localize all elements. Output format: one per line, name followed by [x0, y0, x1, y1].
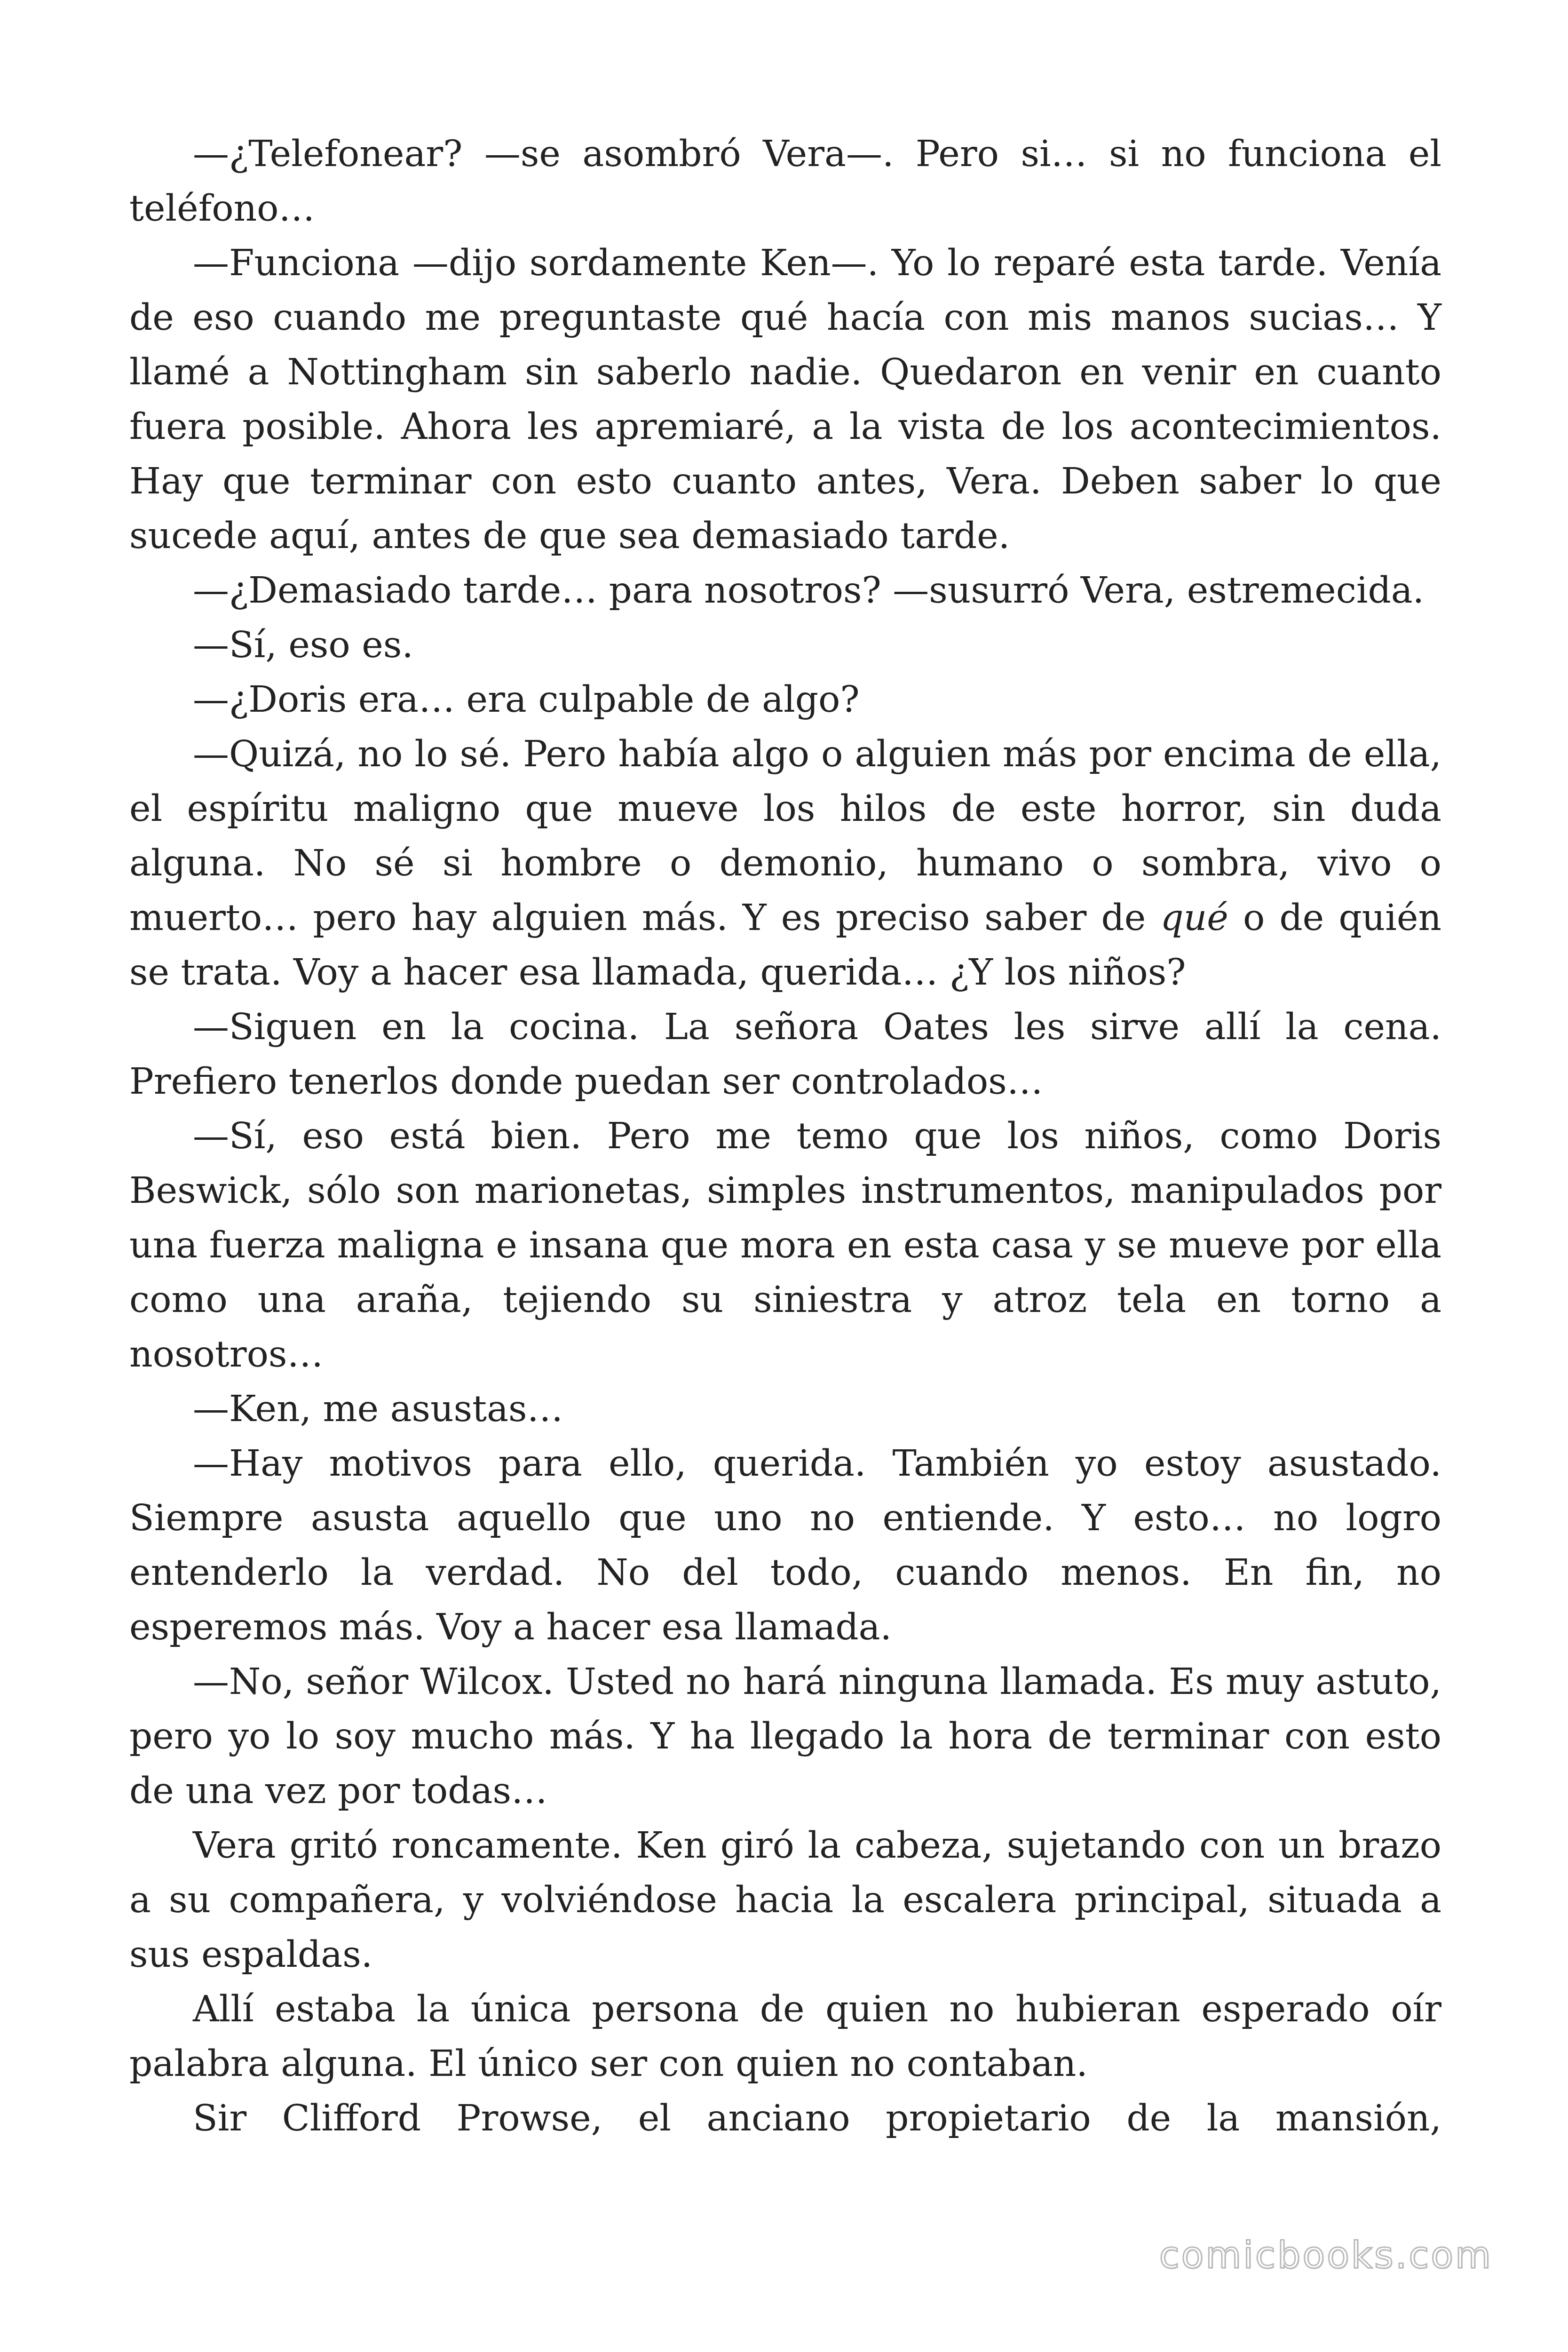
- paragraph: [129, 727, 1441, 1000]
- emphasized-word: qué: [1160, 897, 1228, 939]
- paragraph: —Sí, eso es.: [193, 624, 413, 666]
- paragraph: Allí estaba la única persona de quien no hubieran esperado oír palabra alguna. El único ser con quien no contaban.: [129, 1988, 1441, 2085]
- paragraph: —¿Doris era… era culpable de algo?: [193, 679, 860, 721]
- paragraph: —No, señor Wilcox. Usted no hará ninguna llamada. Es muy astuto, pero yo lo soy mucho más. Y ha llegado la hora de terminar con esto de una vez por todas…: [129, 1661, 1441, 1812]
- paragraph: Sir Clifford Prowse, el anciano propietario de la mansión,: [193, 2098, 1441, 2139]
- paragraph: —Siguen en la cocina. La señora Oates les sirve allí la cena. Prefiero tenerlos donde puedan ser controlados…: [129, 1006, 1441, 1103]
- paragraph: —¿Demasiado tarde… para nosotros? —susurró Vera, estremecida.: [193, 570, 1425, 612]
- paragraph: —Sí, eso está bien. Pero me temo que los niños, como Doris Beswick, sólo son marionetas, simples instrumentos, manipulados por una fuerza maligna e insana que mora en esta casa y se mueve por ella como una araña, tejiendo su siniestra y atroz tela en torno a nosotros…: [129, 1115, 1441, 1375]
- watermark: comicbooks.com: [1159, 2234, 1493, 2277]
- book-page: [129, 127, 1441, 2272]
- paragraph: —¿Telefonear? —se asombró Vera—. Pero si… si no funciona el teléfono…: [129, 133, 1441, 230]
- paragraph: —Ken, me asustas…: [193, 1388, 563, 1430]
- paragraph: —Hay motivos para ello, querida. También yo estoy asustado. Siempre asusta aquello que uno no entiende. Y esto… no logro entenderlo la verdad. No del todo, cuando menos. En fin, no esperemos más. Voy a hacer esa llamada.: [129, 1443, 1441, 1648]
- paragraph-text: —Quizá, no lo sé. Pero había algo o alguien más por encima de ella, el espíritu maligno que mueve los hilos de este horror, sin duda alguna. No sé si hombre o demonio, humano o sombra, vivo o muerto… pero hay alguien más. Y es preciso saber de: [129, 733, 1441, 939]
- paragraph: Vera gritó roncamente. Ken giró la cabeza, sujetando con un brazo a su compañera, y volviéndose hacia la escalera principal, situada a sus espaldas.: [129, 1825, 1441, 1976]
- paragraph-text: o de quién se trata. Voy a hacer esa llamada, querida… ¿Y los niños?: [129, 897, 1441, 993]
- paragraph: —Funciona —dijo sordamente Ken—. Yo lo reparé esta tarde. Venía de eso cuando me preguntaste qué hacía con mis manos sucias… Y llamé a Nottingham sin saberlo nadie. Quedaron en venir en cuanto fuera posible. Ahora les apremiaré, a la vista de los acontecimientos. Hay que terminar con esto cuanto antes, Vera. Deben saber lo que sucede aquí, antes de que sea demasiado tarde.: [129, 242, 1441, 557]
